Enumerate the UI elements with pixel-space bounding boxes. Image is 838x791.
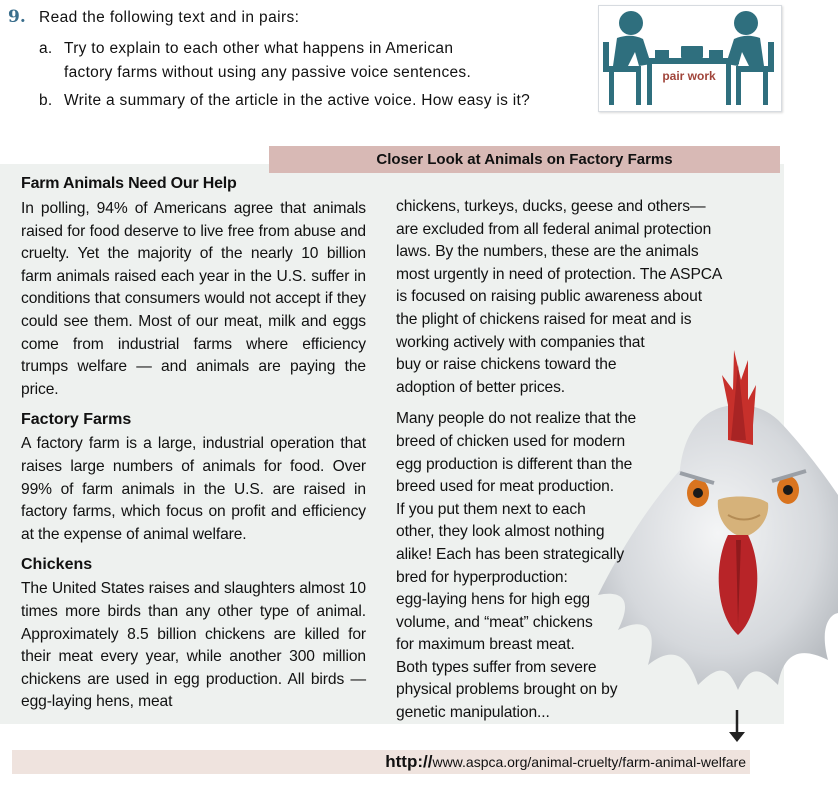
task-item-b — [39, 89, 530, 113]
article-right-column — [396, 196, 746, 725]
task-item-text: Write a summary of the article in the active voice. How easy is it? — [64, 92, 531, 109]
pair-work-label: pair work — [662, 69, 716, 83]
text-line: chickens, turkeys, ducks, geese and others— — [396, 198, 706, 215]
panel-title: Closer Look at Animals on Factory Farms — [269, 146, 780, 173]
text-line: genetic manipulation... — [396, 704, 550, 722]
text-line: Both types suffer from severe — [396, 658, 597, 676]
text-line: breed used for meat production. — [396, 478, 614, 496]
arrow-down-icon — [727, 708, 747, 744]
task-item-text: Try to explain to each other what happens in American — [64, 40, 454, 57]
text-line: for maximum breast meat. — [396, 636, 575, 654]
source-url[interactable] — [385, 752, 746, 772]
text-line: is focused on raising public awareness about — [396, 288, 702, 306]
task-item-letter: b. — [39, 92, 53, 109]
text-line: working actively with companies that — [396, 333, 645, 351]
text-line: adoption of better prices. — [396, 378, 566, 396]
task-item-letter: a. — [39, 40, 53, 57]
task-item-text-cont: factory farms without using any passive voice sentences. — [64, 64, 472, 81]
text-line: physical problems brought on by — [396, 681, 618, 699]
text-line: other, they look almost nothing — [396, 523, 605, 541]
text-line: bred for hyperproduction: — [396, 568, 568, 586]
task-item-a — [39, 37, 471, 85]
task-number: 9. — [8, 7, 26, 27]
text-line: egg production is different than the — [396, 455, 633, 473]
factory-farms-heading: Factory Farms — [21, 411, 132, 429]
text-line: alike! Each has been strategically — [396, 545, 625, 563]
text-line: Many people do not realize that the — [396, 410, 637, 428]
text-line: volume, and “meat” chickens — [396, 613, 593, 631]
right-paragraph-1 — [396, 196, 746, 399]
text-line: breed of chicken used for modern — [396, 432, 626, 450]
factory-farms-paragraph: A factory farm is a large, industrial operation that raises large numbers of animals for food. Over 99% of farm animals in the U.S. are raised in factory farms, which focus on profit and efficiency at the expense of animal welfare. — [21, 435, 366, 543]
url-protocol: http:// — [385, 752, 433, 771]
text-line: buy or raise chickens toward the — [396, 356, 617, 374]
article-left-column — [21, 174, 366, 723]
text-line: If you put them next to each — [396, 500, 586, 518]
text-line: laws. By the numbers, these are the animals — [396, 243, 699, 261]
intro-paragraph: In polling, 94% of Americans agree that animals raised for food deserve to live free from abuse and cruelty. Yet the majority of the nearly 10 billion farm animals raised each year in the U.S. suffer in conditions that consumers would not accept if they could see them. Most of our meat, milk and eggs come from industrial farms where efficiency trumps welfare — and animals are paying the price. — [21, 200, 366, 398]
chickens-heading: Chickens — [21, 556, 93, 574]
text-line: are excluded from all federal animal protection — [396, 220, 712, 238]
main-heading: Farm Animals Need Our Help — [21, 175, 237, 192]
pair-work-icon — [598, 5, 782, 112]
text-line: most urgently in need of protection. The ASPCA — [396, 265, 723, 283]
url-path: www.aspca.org/animal-cruelty/farm-animal-welfare — [432, 754, 746, 770]
text-line: the plight of chickens raised for meat and is — [396, 310, 692, 328]
text-line: egg-laying hens for high egg — [396, 591, 590, 609]
chickens-paragraph: The United States raises and slaughters almost 10 times more birds than any other type of animal. Approximately 8.5 billion chickens are killed for their meat every year, while another 300 million chickens are used in egg production. All birds —egg-laying hens, meat — [21, 580, 366, 711]
right-paragraph-2 — [396, 408, 746, 724]
task-intro: Read the following text and in pairs: — [39, 9, 300, 26]
